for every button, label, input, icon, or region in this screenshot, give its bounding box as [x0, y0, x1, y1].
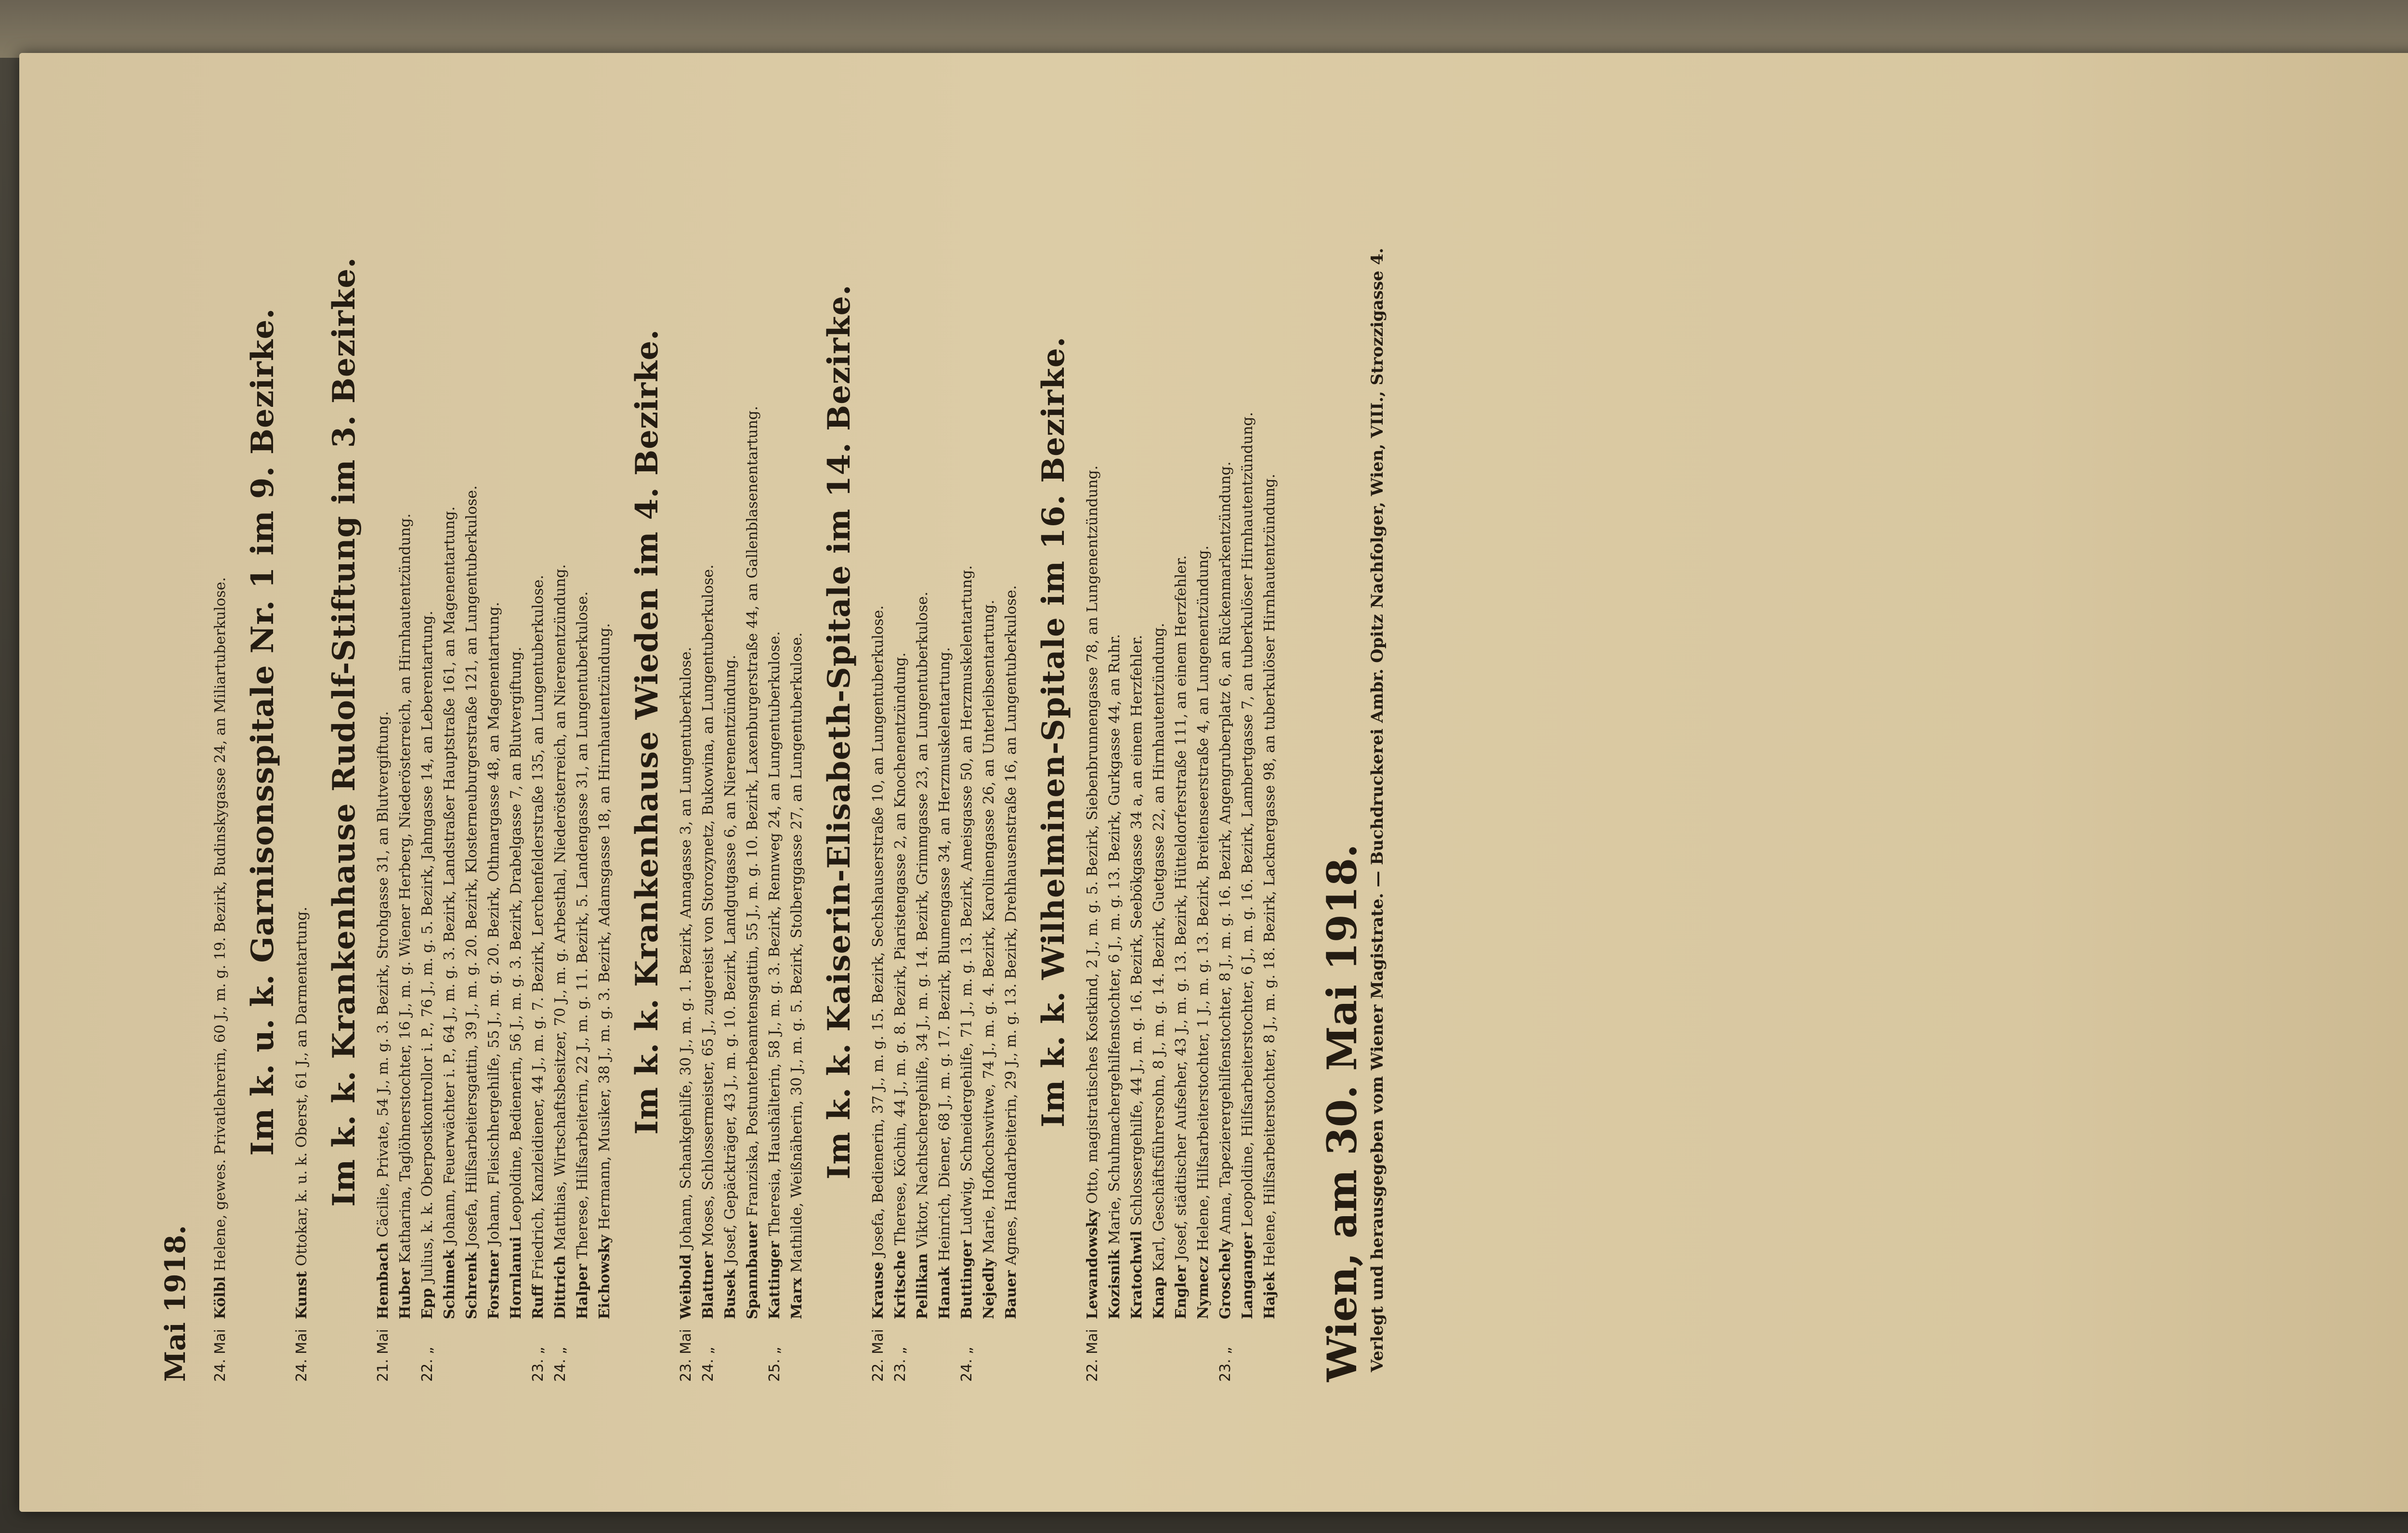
entry-row	[1194, 82, 1213, 1382]
entry-date: 22. Mai	[870, 1329, 887, 1382]
entry-details: Julius, k. k. Oberpostkontrollor i. P., 76 J., m. g. 5. Bezirk, Jahngasse 14, an Leberentartung.	[419, 611, 436, 1283]
entry-name: Blattner	[700, 1246, 717, 1319]
entry-row	[595, 82, 615, 1382]
entry-name: Kölbl	[212, 1271, 229, 1319]
entry-date	[980, 1319, 999, 1382]
section	[629, 82, 807, 1382]
entry-row	[1127, 82, 1147, 1382]
entry-row	[551, 82, 570, 1382]
entry-text	[374, 82, 393, 1319]
entry-date: 24. Mai	[293, 1329, 310, 1382]
entry-details: Moses, Schlossermeister, 65 J., zugereist von Storozynetz, Bukowina, an Lungentuberkulose.	[700, 564, 717, 1247]
entry-text	[1105, 82, 1125, 1319]
entry-name: Kratochwil	[1128, 1225, 1145, 1319]
entry-text	[743, 82, 762, 1319]
entry-text	[1002, 82, 1021, 1319]
entry-date	[1194, 1319, 1213, 1382]
entry-details: Theresia, Haushälterin, 58 J., m. g. 3. Bezirk, Rennweg 24, an Lungentuberkulose.	[766, 631, 783, 1236]
entry-date	[721, 1319, 740, 1382]
entry-details: Josef, städtischer Aufseher, 43 J., m. g. 13. Bezirk, Hütteldorferstraße 111, an einem Herzfehler.	[1173, 555, 1190, 1260]
entry-details: Ottokar, k. u. k. Oberst, 61 J., an Darmentartung.	[293, 907, 310, 1266]
entry-details: Marie, Schuhmachergehilfenstochter, 6 J., m. g. 13. Bezirk, Gurkgasse 44, an Ruhr.	[1106, 634, 1123, 1245]
entry-row	[913, 82, 932, 1382]
entry-date	[440, 1319, 459, 1382]
entry-date: 23. „	[1217, 1347, 1234, 1382]
entry-name: Lewandowsky	[1084, 1204, 1101, 1319]
entry-date: 24. „	[958, 1347, 975, 1382]
page-header: Mai 1918.	[159, 1225, 192, 1382]
entry-name: Bauer	[1003, 1265, 1020, 1319]
entry-text	[891, 82, 910, 1319]
entry-row	[1260, 82, 1280, 1382]
entry-name: Halper	[574, 1259, 591, 1319]
entry-details: Therese, Köchin, 44 J., m. g. 8. Bezirk, Piaristengasse 2, an Knochenentzündung.	[892, 652, 909, 1246]
entry-name: Kritsche	[892, 1245, 909, 1319]
entry-row	[721, 82, 740, 1382]
entry-details: Cäcilie, Private, 54 J., m. g. 3. Bezirk, Strohgasse 31, an Blutvergiftung.	[375, 711, 392, 1237]
entry-row	[462, 82, 482, 1382]
entry-details: Johann, Fleischhergehilfe, 55 J., m. g. 20. Bezirk, Othmargasse 48, an Magenentartung.	[485, 602, 502, 1246]
entry-details: Helene, Hilfsarbeiterstochter, 1 J., m. g. 13. Bezirk, Breitenseerstraße 4, an Lungenentzündung.	[1195, 546, 1212, 1251]
entry-text	[1127, 82, 1147, 1319]
entry-details: Katharina, Taglöhnerstochter, 16 J., m. g. Wiener Herberg, Niederösterreich, an Hirnhautentzündung.	[397, 513, 414, 1263]
entry-details: Friedrich, Kanzleidiener, 44 J., m. g. 7. Bezirk, Lerchenfelderstraße 135, an Lungentuberkulose.	[530, 575, 547, 1280]
entry-row	[1002, 82, 1021, 1382]
entry-text	[1260, 82, 1280, 1319]
entry-text	[418, 82, 437, 1319]
entry-text	[529, 82, 548, 1319]
entry-text	[869, 82, 888, 1319]
entry-date	[462, 1319, 482, 1382]
closing-date: Wien, am 30. Mai 1918.	[1318, 844, 1366, 1382]
entry-text	[573, 82, 592, 1319]
entry-date	[1260, 1319, 1280, 1382]
section	[1035, 82, 1280, 1382]
entry-name: Hornlanui	[508, 1231, 524, 1319]
entry-row	[957, 82, 977, 1382]
entry-text	[292, 82, 312, 1319]
entry-name: Huber	[397, 1263, 414, 1319]
section-title: Im k. k. Krankenhause Wieden im 4. Bezirke.	[629, 329, 665, 1135]
entry-date	[595, 1319, 615, 1382]
entry-date	[507, 1319, 526, 1382]
entry-date	[1127, 1319, 1147, 1382]
entry-row	[1150, 82, 1169, 1382]
entry-row	[507, 82, 526, 1382]
entry-text	[1150, 82, 1169, 1319]
entry-date	[1238, 1319, 1257, 1382]
entry-row	[1083, 82, 1102, 1382]
entry-row	[743, 82, 762, 1382]
entry-text	[677, 82, 696, 1319]
entry-row	[573, 82, 592, 1382]
entry-details: Matthias, Wirtschaftsbesitzer, 70 J., m. g. Arbesthal, Niederösterreich, an Nierenentzündung.	[552, 564, 569, 1251]
entry-name: Langanger	[1239, 1227, 1256, 1319]
entry-text	[440, 82, 459, 1319]
entry-text	[595, 82, 615, 1319]
entry-date	[396, 1319, 415, 1382]
imprint-line: Verlegt und herausgegeben vom Wiener Magistrate. — Buchdruckerei Ambr. Opitz Nachfolger, Wien, VIII., Strozzigasse 4.	[1368, 247, 1387, 1372]
entry-name: Buttinger	[958, 1235, 975, 1319]
entry-name: Weibold	[678, 1249, 694, 1319]
entry-name: Ruff	[530, 1280, 547, 1319]
entry-row	[440, 82, 459, 1382]
entry-row	[677, 82, 696, 1382]
entry-row	[1216, 82, 1235, 1382]
entry-name: Kattinger	[766, 1236, 783, 1319]
entry-date: 24. Mai	[212, 1329, 229, 1382]
section	[245, 82, 312, 1382]
entry-row	[787, 82, 807, 1382]
entry-details: Mathilde, Weißnäherin, 30 J., m. g. 5. Bezirk, Stolberggasse 27, an Lungentuberkulose.	[788, 632, 805, 1273]
section	[211, 82, 230, 1382]
entry-row	[211, 82, 230, 1382]
entry-details: Josefa, Hilfsarbeitersgattin, 39 J., m. g. 20. Bezirk, Klosterneuburgerstraße 121, an Lungentuberkulose.	[463, 485, 480, 1247]
entry-row	[418, 82, 437, 1382]
entry-text	[211, 82, 230, 1319]
entry-date: 23. „	[530, 1347, 547, 1382]
entry-details: Viktor, Nachtschergehilfe, 34 J., m. g. 14. Bezirk, Grimmgasse 23, an Lungentuberkulose.	[914, 591, 931, 1248]
entry-date	[1150, 1319, 1169, 1382]
entry-row	[765, 82, 785, 1382]
entry-text	[1194, 82, 1213, 1319]
entry-date	[787, 1319, 807, 1382]
entry-date: 23. „	[892, 1347, 909, 1382]
entry-details: Karl, Geschäftsführersohn, 8 J., m. g. 14. Bezirk, Guetgasse 22, an Hirnhautentzündung.	[1151, 623, 1167, 1272]
section	[326, 82, 615, 1382]
entry-details: Josefa, Bedienerin, 37 J., m. g. 15. Bezirk, Sechshauserstraße 10, an Lungentuberkulose.	[870, 605, 887, 1257]
entry-name: Eichowsky	[596, 1230, 613, 1319]
entry-date: 22. „	[419, 1347, 436, 1382]
entry-name: Busek	[722, 1264, 739, 1319]
entry-row	[396, 82, 415, 1382]
entry-text	[507, 82, 526, 1319]
entry-name: Krause	[870, 1257, 887, 1319]
entry-details: Otto, magistratisches Kostkind, 2 J., m. g. 5. Bezirk, Siebenbrunnengasse 78, an Lungenentzündung.	[1084, 465, 1101, 1204]
entry-details: Leopoldine, Bedienerin, 56 J., m. g. 3. Bezirk, Drabelgasse 7, an Blutvergiftung.	[508, 647, 524, 1232]
entry-date: 22. Mai	[1084, 1329, 1101, 1382]
entry-details: Anna, Tapezierergehilfenstochter, 8 J., m. g. 16. Bezirk, Angengruberplatz 6, an Rückenmarkentzündung.	[1217, 461, 1234, 1234]
entry-name: Spannbauer	[744, 1216, 761, 1319]
entry-text	[484, 82, 504, 1319]
entry-text	[913, 82, 932, 1319]
section-title: Im k. k. Krankenhause Rudolf-Stiftung im 3. Bezirke.	[326, 257, 362, 1207]
entry-date	[573, 1319, 592, 1382]
entry-date	[743, 1319, 762, 1382]
entry-text	[396, 82, 415, 1319]
entry-row	[1105, 82, 1125, 1382]
entry-name: Dittrich	[552, 1250, 569, 1319]
section-title: Im k. k. Wilhelminen-Spitale im 16. Bezirke.	[1035, 336, 1072, 1128]
entry-name: Hembach	[375, 1237, 392, 1319]
entry-name: Schrenk	[463, 1247, 480, 1319]
entry-date: 23. Mai	[678, 1329, 694, 1382]
entry-row	[869, 82, 888, 1382]
entry-details: Ludwig, Schneidergehilfe, 71 J., m. g. 13. Bezirk, Ameisgasse 50, an Herzmuskelentartung.	[958, 565, 975, 1235]
entry-text	[1083, 82, 1102, 1319]
section-title: Im k. k. Kaiserin-Elisabeth-Spitale im 14. Bezirke.	[821, 284, 857, 1180]
entry-details: Leopoldine, Hilfsarbeiterstochter, 6 J., m. g. 16. Bezirk, Lambertgasse 7, an tuberkulöser Hirnhautentzündung.	[1239, 412, 1256, 1228]
entry-row	[980, 82, 999, 1382]
entry-details: Agnes, Handarbeiterin, 29 J., m. g. 13. Bezirk, Drehhausenstraße 16, an Lungentuberkulose.	[1003, 585, 1020, 1266]
entry-date	[1105, 1319, 1125, 1382]
entry-name: Pellikan	[914, 1248, 931, 1319]
entry-details: Johann, Schankgehilfe, 30 J., m. g. 1. Bezirk, Annagasse 3, an Lungentuberkulose.	[678, 647, 694, 1249]
entry-name: Hajek	[1261, 1267, 1278, 1319]
entry-text	[957, 82, 977, 1319]
entry-date	[1172, 1319, 1191, 1382]
entry-details: Schlossergehilfe, 44 J., m. g. 16. Bezirk, Seebökgasse 34 a, an einem Herzfehler.	[1128, 635, 1145, 1226]
entry-row	[699, 82, 718, 1382]
entry-date: 25. „	[766, 1347, 783, 1382]
entry-row	[1172, 82, 1191, 1382]
entry-text	[787, 82, 807, 1319]
entry-text	[980, 82, 999, 1319]
entry-text	[935, 82, 955, 1319]
entry-row	[374, 82, 393, 1382]
entry-name: Knap	[1151, 1272, 1167, 1319]
entry-text	[1172, 82, 1191, 1319]
entry-row	[1238, 82, 1257, 1382]
page-text-block	[159, 82, 1366, 1382]
entry-date	[935, 1319, 955, 1382]
entry-name: Engler	[1173, 1260, 1190, 1319]
entry-name: Hanak	[936, 1261, 953, 1319]
entry-name: Nejedly	[981, 1253, 997, 1319]
entry-details: Heinrich, Diener, 68 J., m. g. 17. Bezirk, Blumengasse 34, an Herzmuskelentartung.	[936, 647, 953, 1261]
entry-text	[462, 82, 482, 1319]
entry-details: Hermann, Musiker, 38 J., m. g. 3. Bezirk, Adamsgasse 18, an Hirnhautentzündung.	[596, 623, 613, 1230]
entry-details: Helene, gewes. Privatlehrerin, 60 J., m. g. 19. Bezirk, Budinskygasse 24, an Miliartuberkulose.	[212, 577, 229, 1272]
entry-date: 21. Mai	[375, 1329, 392, 1382]
entry-details: Franziska, Postunterbeamtensgattin, 55 J., m. g. 10. Bezirk, Laxenburgerstraße 44, an Gallenblasenentartung.	[744, 406, 761, 1217]
entry-text	[721, 82, 740, 1319]
entry-text	[765, 82, 785, 1319]
section	[821, 82, 1021, 1382]
entry-name: Groschely	[1217, 1234, 1234, 1319]
entry-row	[935, 82, 955, 1382]
entry-text	[699, 82, 718, 1319]
entry-name: Epp	[419, 1283, 436, 1319]
entry-date	[1002, 1319, 1021, 1382]
entry-row	[292, 82, 312, 1382]
entry-date	[484, 1319, 504, 1382]
entry-details: Marie, Hofkochswitwe, 74 J., m. g. 4. Bezirk, Karolinengasse 26, an Unterleibsentartung.	[981, 599, 997, 1254]
entry-name: Nymecz	[1195, 1251, 1212, 1319]
entry-details: Johann, Feuerwächter i. P., 64 J., m. g. 3. Bezirk, Landstraßer Hauptstraße 161, an Magenentartung.	[441, 506, 458, 1245]
entry-name: Kozisnik	[1106, 1244, 1123, 1319]
entry-details: Josef, Gepäckträger, 43 J., m. g. 10. Bezirk, Landgutgasse 6, an Nierenentzündung.	[722, 655, 739, 1264]
entry-text	[1238, 82, 1257, 1319]
entry-date: 24. „	[700, 1347, 717, 1382]
entry-name: Marx	[788, 1273, 805, 1319]
sections-container	[211, 82, 1280, 1382]
entry-details: Therese, Hilfsarbeiterin, 22 J., m. g. 11. Bezirk, 5. Landengasse 31, an Lungentuberkulose.	[574, 591, 591, 1259]
entry-date	[913, 1319, 932, 1382]
entry-name: Forstner	[485, 1245, 502, 1319]
entry-text	[1216, 82, 1235, 1319]
entry-name: Kunst	[293, 1266, 310, 1319]
entry-row	[891, 82, 910, 1382]
entry-name: Schimek	[441, 1244, 458, 1319]
entry-row	[529, 82, 548, 1382]
entry-row	[484, 82, 504, 1382]
entry-text	[551, 82, 570, 1319]
entry-details: Helene, Hilfsarbeiterstochter, 8 J., m. g. 18. Bezirk, Lacknergasse 98, an tuberkulöser Hirnhautentzündung.	[1261, 474, 1278, 1267]
entry-date: 24. „	[552, 1347, 569, 1382]
section-title: Im k. u. k. Garnisonsspitale Nr. 1 im 9. Bezirke.	[245, 308, 281, 1156]
